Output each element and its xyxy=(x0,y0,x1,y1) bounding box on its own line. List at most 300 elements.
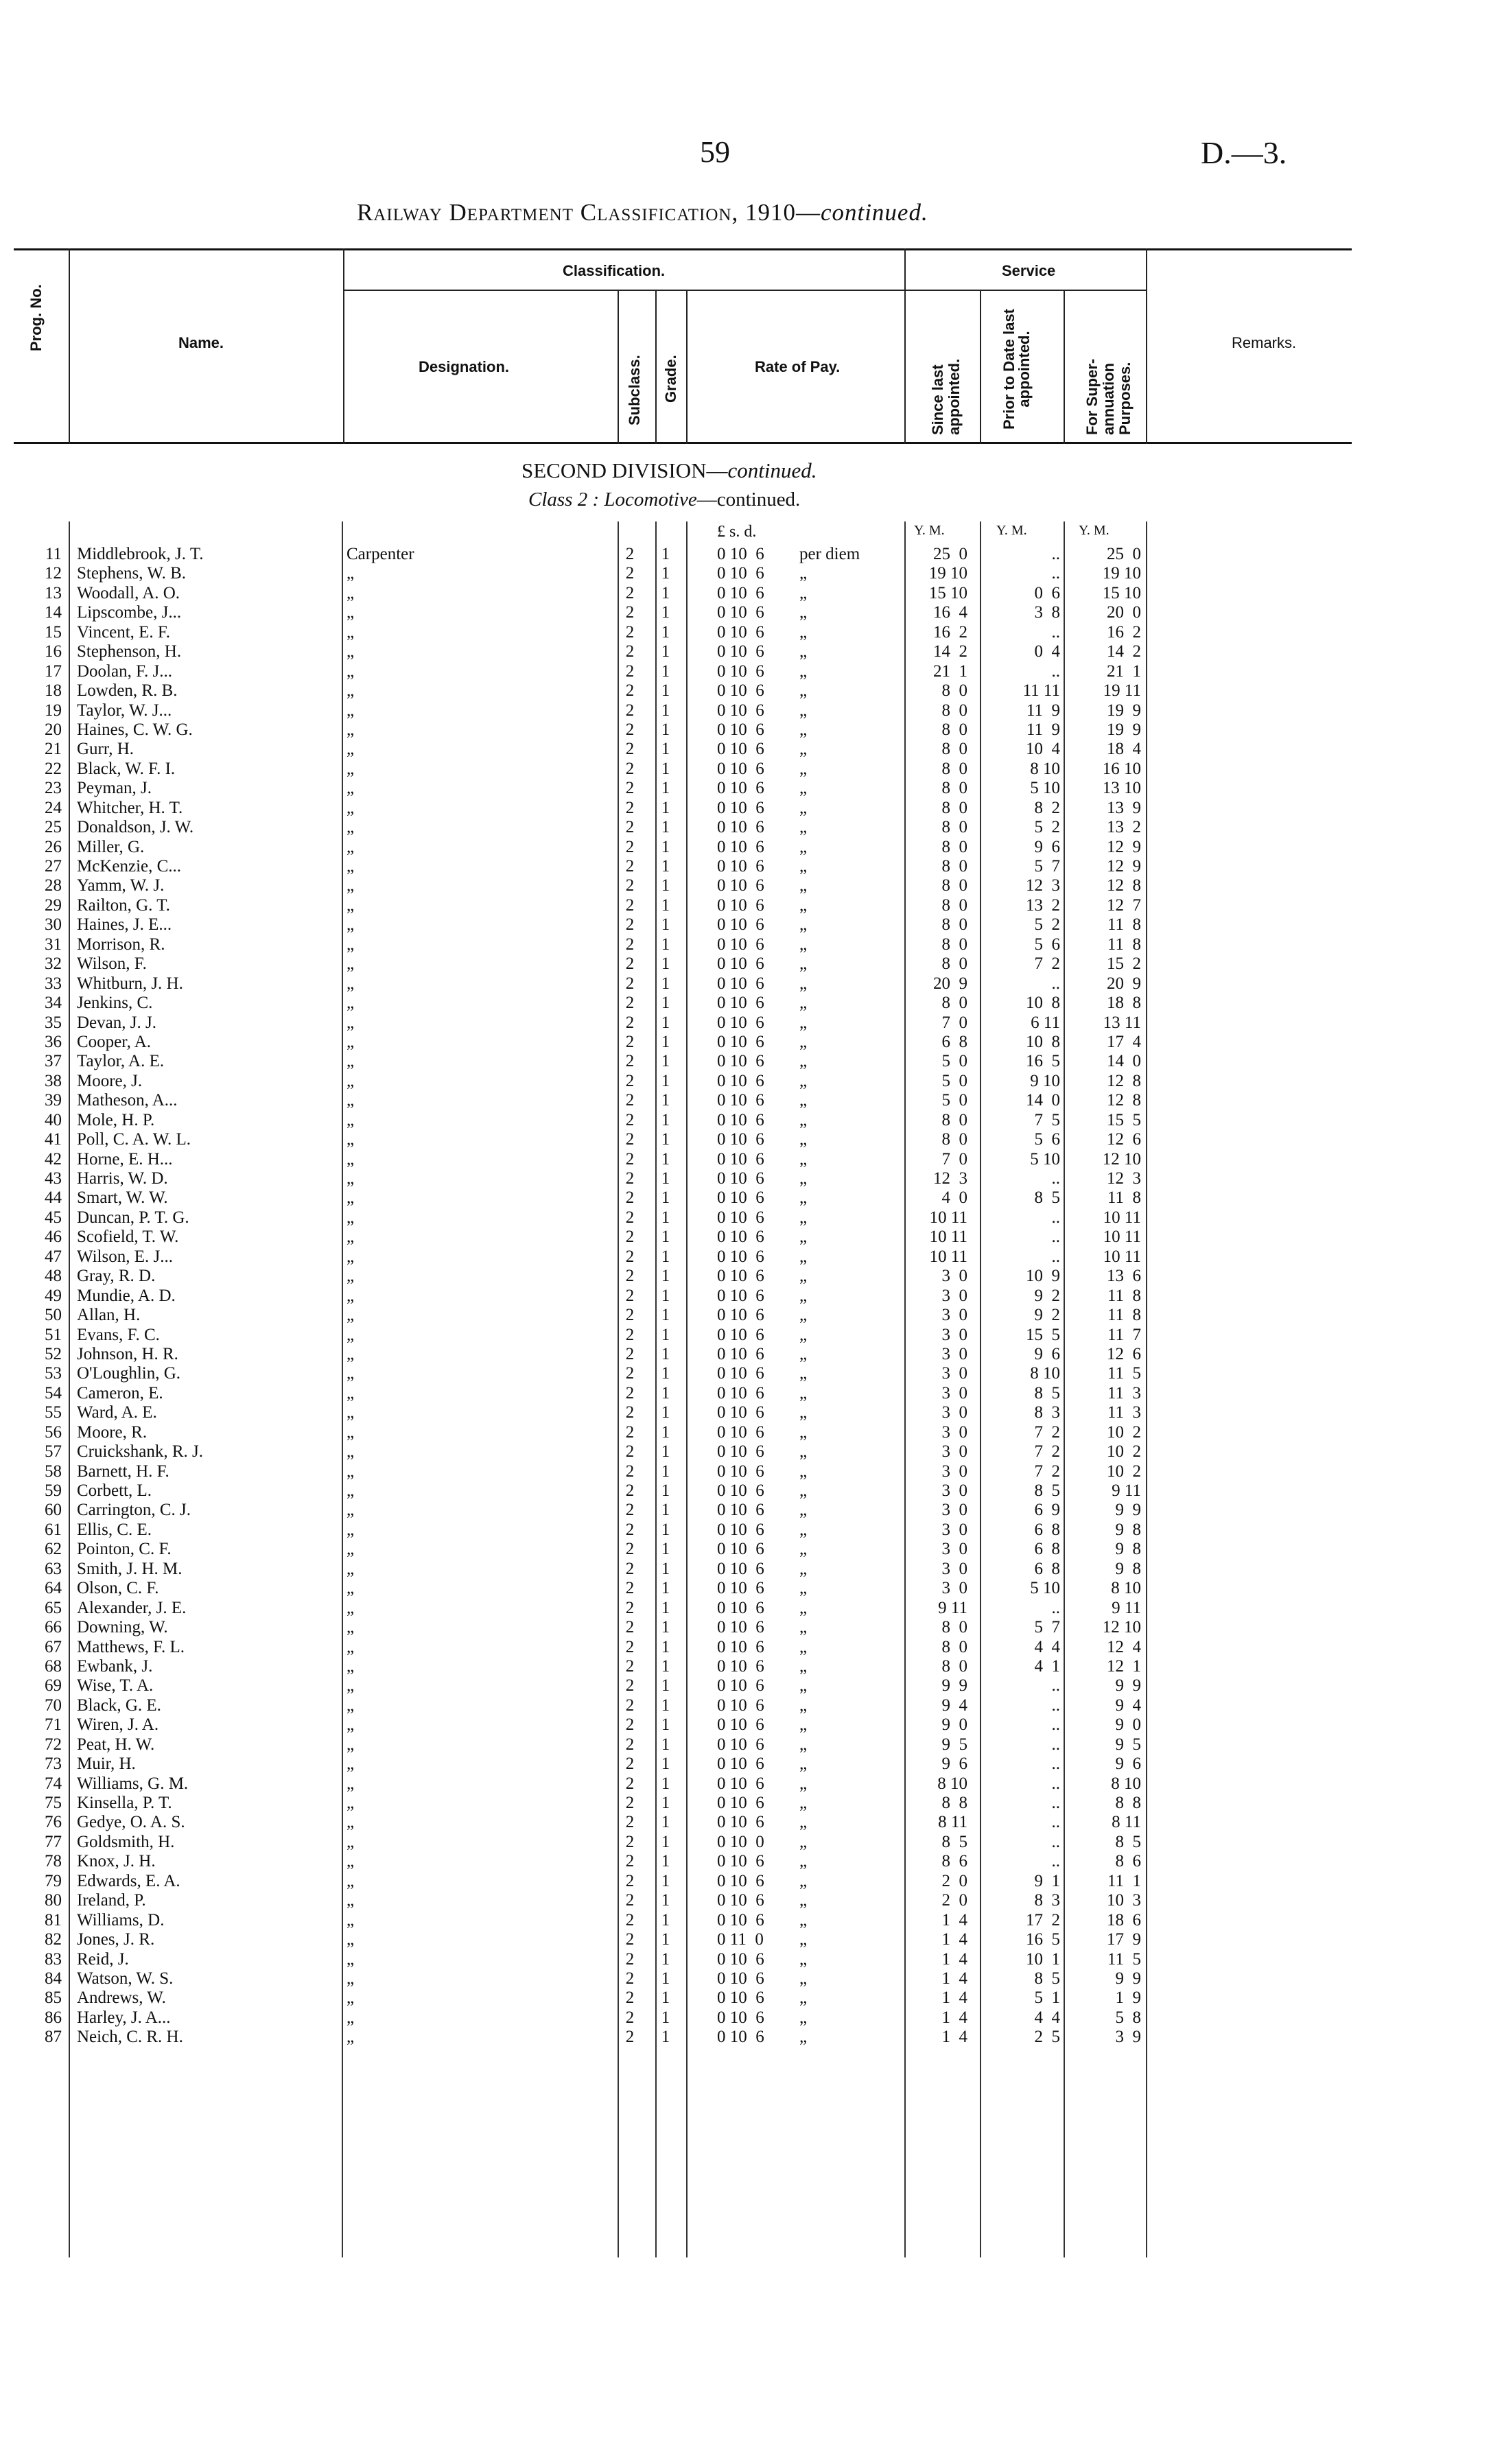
rate-of-pay-cell: 0 10 6 xyxy=(717,583,764,602)
since-last-cell: 9 5 xyxy=(941,1735,967,1754)
prior-to-date-cell: 5 1 xyxy=(1034,1988,1060,2008)
pay-unit-cell: „ xyxy=(799,1871,808,1890)
superannuation-cell: 9 8 xyxy=(1115,1559,1141,1578)
prior-to-date-cell: 5 6 xyxy=(1034,1130,1060,1149)
prior-to-date-cell: 17 2 xyxy=(1026,1910,1060,1929)
table-row xyxy=(0,1794,1491,1813)
grade-cell: 1 xyxy=(661,1306,670,1325)
table-row xyxy=(0,1150,1491,1169)
prog-no-cell: 23 xyxy=(45,779,62,798)
prog-no-cell: 75 xyxy=(45,1794,62,1812)
prior-to-date-cell: 7 2 xyxy=(1034,954,1060,974)
rate-of-pay-cell: 0 10 6 xyxy=(717,642,764,661)
since-last-cell: 3 0 xyxy=(941,1559,967,1578)
superannuation-cell: 16 2 xyxy=(1107,622,1141,642)
subclass-cell: 2 xyxy=(625,1540,635,1559)
superannuation-cell: 10 2 xyxy=(1107,1462,1141,1481)
prior-to-date-cell: 9 6 xyxy=(1034,837,1060,856)
rate-of-pay-cell: 0 10 6 xyxy=(717,1442,764,1462)
prog-no-cell: 81 xyxy=(45,1910,62,1929)
since-last-cell: 25 0 xyxy=(933,545,967,563)
since-last-cell: 1 4 xyxy=(941,1930,967,1949)
designation-cell: „ xyxy=(347,1442,355,1462)
rate-of-pay-cell: 0 10 6 xyxy=(717,1910,764,1929)
rate-of-pay-cell: 0 10 6 xyxy=(717,1735,764,1754)
subclass-cell: 2 xyxy=(625,1267,635,1286)
superannuation-cell: 21 1 xyxy=(1107,661,1141,681)
rate-of-pay-cell: 0 10 6 xyxy=(717,545,764,563)
designation-cell: „ xyxy=(347,1910,355,1929)
pay-unit-cell: „ xyxy=(799,1735,808,1754)
grade-cell: 1 xyxy=(661,994,670,1013)
name-cell: Taylor, A. E. xyxy=(77,1052,165,1071)
since-last-cell: 1 4 xyxy=(941,1969,967,1988)
grade-cell: 1 xyxy=(661,1501,670,1520)
subclass-cell: 2 xyxy=(625,876,635,895)
prior-to-date-cell: 9 10 xyxy=(1030,1071,1060,1090)
rate-of-pay-cell: 0 10 6 xyxy=(717,1852,764,1871)
pay-unit-cell: „ xyxy=(799,876,808,895)
designation-cell: „ xyxy=(347,1540,355,1559)
designation-cell: „ xyxy=(347,1325,355,1344)
subclass-cell: 2 xyxy=(625,1598,635,1617)
prog-no-cell: 34 xyxy=(45,994,62,1013)
prior-to-date-cell: 7 2 xyxy=(1034,1422,1060,1442)
rate-of-pay-cell: 0 10 6 xyxy=(717,564,764,583)
pay-unit-cell: „ xyxy=(799,779,808,798)
grade-cell: 1 xyxy=(661,1715,670,1735)
prior-to-date-cell: 5 10 xyxy=(1030,1579,1060,1598)
table-row xyxy=(0,1130,1491,1149)
since-last-cell: 8 0 xyxy=(941,935,967,954)
subclass-cell: 2 xyxy=(625,1637,635,1656)
name-cell: Railton, G. T. xyxy=(77,895,170,915)
superannuation-cell: 17 9 xyxy=(1107,1930,1141,1949)
since-last-cell: 3 0 xyxy=(941,1306,967,1325)
prog-no-cell: 49 xyxy=(45,1286,62,1305)
since-last-cell: 1 4 xyxy=(941,1910,967,1929)
grade-cell: 1 xyxy=(661,1969,670,1988)
table-row xyxy=(0,779,1491,798)
prog-no-cell: 29 xyxy=(45,895,62,915)
pay-unit-cell: „ xyxy=(799,1520,808,1539)
prior-to-date-cell: 5 7 xyxy=(1034,857,1060,876)
since-last-cell: 9 9 xyxy=(941,1676,967,1696)
pay-unit-cell: „ xyxy=(799,622,808,642)
prog-no-cell: 20 xyxy=(45,720,62,739)
prior-to-date-cell: 14 0 xyxy=(1026,1091,1060,1110)
table-row xyxy=(0,1930,1491,1949)
name-cell: Whitburn, J. H. xyxy=(77,974,183,993)
prog-no-cell: 67 xyxy=(45,1637,62,1656)
since-last-cell: 10 11 xyxy=(929,1247,967,1266)
since-last-cell: 8 0 xyxy=(941,1618,967,1637)
grade-cell: 1 xyxy=(661,1364,670,1383)
superannuation-cell: 9 6 xyxy=(1115,1755,1141,1774)
superannuation-cell: 20 9 xyxy=(1107,974,1141,993)
prior-to-date-cell: .. xyxy=(1051,661,1060,681)
rate-of-pay-cell: 0 10 6 xyxy=(717,1149,764,1169)
prior-to-date-cell: 11 9 xyxy=(1026,701,1060,720)
prior-to-date-cell: 6 8 xyxy=(1034,1540,1060,1559)
table-row xyxy=(0,1267,1491,1286)
grade-cell: 1 xyxy=(661,681,670,701)
prog-no-cell: 15 xyxy=(45,622,62,642)
pay-unit-cell: „ xyxy=(799,798,808,817)
table-row xyxy=(0,857,1491,876)
table-row xyxy=(0,1735,1491,1755)
table-row xyxy=(0,701,1491,720)
subclass-cell: 2 xyxy=(625,1481,635,1500)
since-last-cell: 10 11 xyxy=(929,1208,967,1227)
pay-unit-cell: per diem xyxy=(799,545,860,563)
grade-cell: 1 xyxy=(661,1462,670,1481)
designation-header: Designation. xyxy=(419,358,510,375)
prior-to-date-cell: 5 2 xyxy=(1034,915,1060,935)
prior-to-date-cell: 10 1 xyxy=(1026,1949,1060,1969)
since-last-cell: 8 0 xyxy=(941,857,967,876)
prog-no-cell: 74 xyxy=(45,1774,62,1793)
table-row xyxy=(0,642,1491,661)
prior-to-date-cell: .. xyxy=(1051,564,1060,583)
prior-to-date-cell: .. xyxy=(1051,1774,1060,1793)
rate-of-pay-cell: 0 10 6 xyxy=(717,837,764,856)
subclass-cell: 2 xyxy=(625,1442,635,1462)
superannuation-cell: 1 9 xyxy=(1115,1988,1141,2008)
rate-of-pay-cell: 0 10 6 xyxy=(717,2028,764,2047)
name-cell: Ewbank, J. xyxy=(77,1656,153,1676)
superannuation-cell: 25 0 xyxy=(1107,545,1141,563)
since-last-cell: 8 0 xyxy=(941,837,967,856)
prog-no-cell: 64 xyxy=(45,1579,62,1598)
rate-of-pay-cell: 0 10 6 xyxy=(717,1988,764,2008)
designation-cell: „ xyxy=(347,1208,355,1227)
pay-unit-cell: „ xyxy=(799,564,808,583)
designation-cell: „ xyxy=(347,1169,355,1188)
table-row xyxy=(0,1638,1491,1657)
subclass-cell: 2 xyxy=(625,818,635,837)
pay-unit-cell: „ xyxy=(799,837,808,856)
superannuation-cell: 13 2 xyxy=(1107,818,1141,837)
since-last-cell: 15 10 xyxy=(928,583,967,602)
prog-no-cell: 40 xyxy=(45,1110,62,1129)
superannuation-cell: 12 10 xyxy=(1102,1618,1141,1637)
name-cell: McKenzie, C... xyxy=(77,857,182,876)
subclass-cell: 2 xyxy=(625,1325,635,1344)
designation-cell: „ xyxy=(347,1852,355,1871)
superannuation-cell: 18 6 xyxy=(1107,1910,1141,1929)
designation-cell: „ xyxy=(347,1774,355,1793)
subclass-cell: 2 xyxy=(625,2028,635,2047)
prior-to-date-cell: 6 8 xyxy=(1034,1559,1060,1578)
subclass-cell: 2 xyxy=(625,1910,635,1929)
name-cell: Goldsmith, H. xyxy=(77,1832,175,1851)
rate-of-pay-cell: 0 10 6 xyxy=(717,1071,764,1090)
rate-of-pay-cell: 0 10 6 xyxy=(717,915,764,935)
name-cell: Neich, C. R. H. xyxy=(77,2028,183,2047)
prior-to-date-cell: .. xyxy=(1051,1247,1060,1266)
name-cell: Ireland, P. xyxy=(77,1891,146,1910)
prior-to-date-cell: .. xyxy=(1051,974,1060,993)
prog-no-cell: 43 xyxy=(45,1169,62,1188)
since-last-cell: 8 0 xyxy=(941,740,967,759)
prog-no-cell: 22 xyxy=(45,759,62,778)
pay-unit-cell: „ xyxy=(799,974,808,993)
subclass-cell: 2 xyxy=(625,1501,635,1520)
class-continued: —continued. xyxy=(696,489,801,511)
prog-no-cell: 60 xyxy=(45,1501,62,1520)
pay-unit-cell: „ xyxy=(799,1208,808,1227)
pay-unit-cell: „ xyxy=(799,1344,808,1363)
subclass-cell: 2 xyxy=(625,1071,635,1090)
since-last-cell: 3 0 xyxy=(941,1344,967,1363)
superannuation-cell: 13 9 xyxy=(1107,798,1141,817)
prog-no-cell: 59 xyxy=(45,1481,62,1500)
prior-to-date-cell: 11 11 xyxy=(1022,681,1060,701)
superannuation-cell: 9 8 xyxy=(1115,1540,1141,1559)
rate-of-pay-cell: 0 10 6 xyxy=(717,857,764,876)
prior-to-date-cell: 6 8 xyxy=(1034,1520,1060,1539)
table-row xyxy=(0,760,1491,779)
name-cell: Alexander, J. E. xyxy=(77,1598,187,1617)
prog-no-cell: 42 xyxy=(45,1149,62,1169)
designation-cell: „ xyxy=(347,1988,355,2008)
grade-cell: 1 xyxy=(661,2008,670,2027)
grade-cell: 1 xyxy=(661,1228,670,1247)
subclass-cell: 2 xyxy=(625,583,635,602)
name-cell: Stephenson, H. xyxy=(77,642,182,661)
subclass-cell: 2 xyxy=(625,603,635,622)
subclass-cell: 2 xyxy=(625,1774,635,1793)
since-last-cell: 8 10 xyxy=(937,1774,967,1793)
superannuation-cell: 10 2 xyxy=(1107,1442,1141,1462)
since-last-cell: 14 2 xyxy=(933,642,967,661)
since-last-cell: 3 0 xyxy=(941,1462,967,1481)
superannuation-cell: 3 9 xyxy=(1115,2028,1141,2047)
superannuation-cell: 9 11 xyxy=(1112,1481,1141,1500)
rate-of-pay-cell: 0 10 6 xyxy=(717,974,764,993)
name-cell: Wilson, F. xyxy=(77,954,147,974)
pay-unit-cell: „ xyxy=(799,857,808,876)
designation-cell: „ xyxy=(347,837,355,856)
prior-to-date-cell: 4 4 xyxy=(1034,1637,1060,1656)
name-cell: Mundie, A. D. xyxy=(77,1286,176,1305)
designation-cell: „ xyxy=(347,1696,355,1715)
table-row xyxy=(0,1618,1491,1637)
designation-cell: „ xyxy=(347,1481,355,1500)
name-cell: Cooper, A. xyxy=(77,1032,152,1051)
superannuation-cell: 12 7 xyxy=(1107,895,1141,915)
superannuation-cell: 19 10 xyxy=(1102,564,1141,583)
table-row xyxy=(0,1228,1491,1247)
prior-to-date-cell: .. xyxy=(1051,1228,1060,1247)
name-cell: Haines, J. E... xyxy=(77,915,172,935)
grade-cell: 1 xyxy=(661,1794,670,1812)
name-cell: Watson, W. S. xyxy=(77,1969,174,1988)
designation-cell: „ xyxy=(347,994,355,1013)
grade-cell: 1 xyxy=(661,1813,670,1832)
table-row xyxy=(0,994,1491,1013)
prior-to-date-cell: .. xyxy=(1051,1676,1060,1696)
rate-of-pay-cell: 0 10 6 xyxy=(717,1169,764,1188)
subclass-header: Subclass. xyxy=(626,355,643,425)
grade-cell: 1 xyxy=(661,1052,670,1071)
prior-to-date-cell: 0 4 xyxy=(1034,642,1060,661)
prior-to-date-cell: .. xyxy=(1051,622,1060,642)
subclass-cell: 2 xyxy=(625,720,635,739)
name-cell: Black, G. E. xyxy=(77,1696,161,1715)
grade-cell: 1 xyxy=(661,1149,670,1169)
prog-no-cell: 63 xyxy=(45,1559,62,1578)
pay-unit-cell: „ xyxy=(799,1637,808,1656)
prior-to-date-cell: .. xyxy=(1051,1598,1060,1617)
name-cell: Evans, F. C. xyxy=(77,1325,160,1344)
prog-no-cell: 65 xyxy=(45,1598,62,1617)
subclass-cell: 2 xyxy=(625,994,635,1013)
subclass-cell: 2 xyxy=(625,1813,635,1832)
grade-cell: 1 xyxy=(661,1755,670,1774)
prior-to-date-cell: 15 5 xyxy=(1026,1325,1060,1344)
prog-no-cell: 78 xyxy=(45,1852,62,1871)
prior-to-date-cell: .. xyxy=(1051,1755,1060,1774)
pay-unit-cell: „ xyxy=(799,1267,808,1286)
pay-unit-cell: „ xyxy=(799,1949,808,1969)
grade-cell: 1 xyxy=(661,837,670,856)
designation-cell: „ xyxy=(347,1344,355,1363)
designation-cell: „ xyxy=(347,1462,355,1481)
table-row xyxy=(0,876,1491,895)
prog-no-cell: 50 xyxy=(45,1306,62,1325)
rate-of-pay-cell: 0 10 6 xyxy=(717,1188,764,1208)
subclass-cell: 2 xyxy=(625,740,635,759)
subclass-cell: 2 xyxy=(625,1891,635,1910)
superannuation-cell: 8 6 xyxy=(1115,1852,1141,1871)
designation-cell: „ xyxy=(347,1130,355,1149)
table-row xyxy=(0,545,1491,564)
superannuation-cell: 10 11 xyxy=(1103,1208,1141,1227)
rate-of-pay-cell: 0 10 6 xyxy=(717,1559,764,1578)
pay-unit-cell: „ xyxy=(799,1598,808,1617)
grade-cell: 1 xyxy=(661,1891,670,1910)
grade-cell: 1 xyxy=(661,1579,670,1598)
table-row xyxy=(0,1403,1491,1422)
pay-unit-cell: „ xyxy=(799,1110,808,1129)
name-cell: Barnett, H. F. xyxy=(77,1462,169,1481)
subclass-cell: 2 xyxy=(625,1656,635,1676)
name-cell: Devan, J. J. xyxy=(77,1013,156,1032)
name-cell: Williams, G. M. xyxy=(77,1774,189,1793)
rate-of-pay-cell: 0 10 6 xyxy=(717,994,764,1013)
since-last-cell: 5 0 xyxy=(941,1091,967,1110)
rate-of-pay-cell: 0 10 6 xyxy=(717,1794,764,1812)
superannuation-cell: 13 6 xyxy=(1107,1267,1141,1286)
table-row xyxy=(0,1872,1491,1891)
designation-cell: „ xyxy=(347,740,355,759)
superannuation-cell: 11 8 xyxy=(1107,1188,1141,1208)
since-last-cell: 8 11 xyxy=(938,1813,967,1832)
grade-cell: 1 xyxy=(661,1403,670,1422)
grade-cell: 1 xyxy=(661,583,670,602)
superannuation-cell: 11 8 xyxy=(1107,1306,1141,1325)
prog-no-cell: 30 xyxy=(45,915,62,935)
prior-to-date-cell: .. xyxy=(1051,1208,1060,1227)
designation-cell: „ xyxy=(347,583,355,602)
subclass-cell: 2 xyxy=(625,1794,635,1812)
table-row xyxy=(0,1208,1491,1228)
since-last-cell: 8 5 xyxy=(941,1832,967,1851)
pay-unit-cell: „ xyxy=(799,1286,808,1305)
prior-to-date-cell: 7 5 xyxy=(1034,1110,1060,1129)
pay-unit-cell: „ xyxy=(799,740,808,759)
grade-cell: 1 xyxy=(661,603,670,622)
name-cell: O'Loughlin, G. xyxy=(77,1364,181,1383)
superannuation-cell: 8 5 xyxy=(1115,1832,1141,1851)
rate-of-pay-cell: 0 10 6 xyxy=(717,1676,764,1696)
subclass-cell: 2 xyxy=(625,1422,635,1442)
superannuation-cell: 9 11 xyxy=(1112,1598,1141,1617)
rate-of-pay-cell: 0 10 6 xyxy=(717,1696,764,1715)
prog-no-cell: 37 xyxy=(45,1052,62,1071)
subclass-cell: 2 xyxy=(625,1403,635,1422)
prior-to-date-cell: 4 1 xyxy=(1034,1656,1060,1676)
prog-no-cell: 82 xyxy=(45,1930,62,1949)
prog-no-cell: 33 xyxy=(45,974,62,993)
prog-no-cell: 46 xyxy=(45,1228,62,1247)
designation-cell: „ xyxy=(347,818,355,837)
rate-of-pay-cell: 0 10 6 xyxy=(717,1247,764,1266)
since-last-cell: 8 0 xyxy=(941,1656,967,1676)
pay-unit-cell: „ xyxy=(799,1228,808,1247)
rate-of-pay-cell: 0 10 6 xyxy=(717,1091,764,1110)
prior-to-date-cell: 16 5 xyxy=(1026,1052,1060,1071)
rate-of-pay-cell: 0 10 6 xyxy=(717,1344,764,1363)
subclass-cell: 2 xyxy=(625,681,635,701)
table-row xyxy=(0,1579,1491,1598)
pay-unit-cell: „ xyxy=(799,1247,808,1266)
since-last-cell: 8 0 xyxy=(941,1130,967,1149)
subclass-cell: 2 xyxy=(625,1188,635,1208)
prog-no-cell: 57 xyxy=(45,1442,62,1462)
prior-to-date-cell: .. xyxy=(1051,1715,1060,1735)
prog-no-cell: 24 xyxy=(45,798,62,817)
grade-cell: 1 xyxy=(661,661,670,681)
grade-cell: 1 xyxy=(661,1013,670,1032)
prior-to-date-cell: 13 2 xyxy=(1026,895,1060,915)
prog-no-cell: 14 xyxy=(45,603,62,622)
subclass-cell: 2 xyxy=(625,954,635,974)
pay-unit-cell: „ xyxy=(799,1755,808,1774)
prior-to-date-cell: 8 2 xyxy=(1034,798,1060,817)
prior-to-date-cell: 5 2 xyxy=(1034,818,1060,837)
superannuation-cell: 10 11 xyxy=(1103,1228,1141,1247)
prog-no-cell: 70 xyxy=(45,1696,62,1715)
superannuation-cell: 11 7 xyxy=(1107,1325,1141,1344)
designation-cell: „ xyxy=(347,642,355,661)
grade-cell: 1 xyxy=(661,622,670,642)
superannuation-cell: 5 8 xyxy=(1115,2008,1141,2027)
rate-of-pay-cell: 0 10 6 xyxy=(717,954,764,974)
grade-cell: 1 xyxy=(661,642,670,661)
grade-cell: 1 xyxy=(661,798,670,817)
rate-of-pay-cell: 0 10 6 xyxy=(717,1286,764,1305)
pay-unit-cell: „ xyxy=(799,583,808,602)
remarks-header: Remarks. xyxy=(1232,334,1297,351)
prior-to-date-cell: 8 3 xyxy=(1034,1891,1060,1910)
table-row xyxy=(0,603,1491,622)
grade-cell: 1 xyxy=(661,1247,670,1266)
subclass-cell: 2 xyxy=(625,857,635,876)
table-row xyxy=(0,740,1491,759)
